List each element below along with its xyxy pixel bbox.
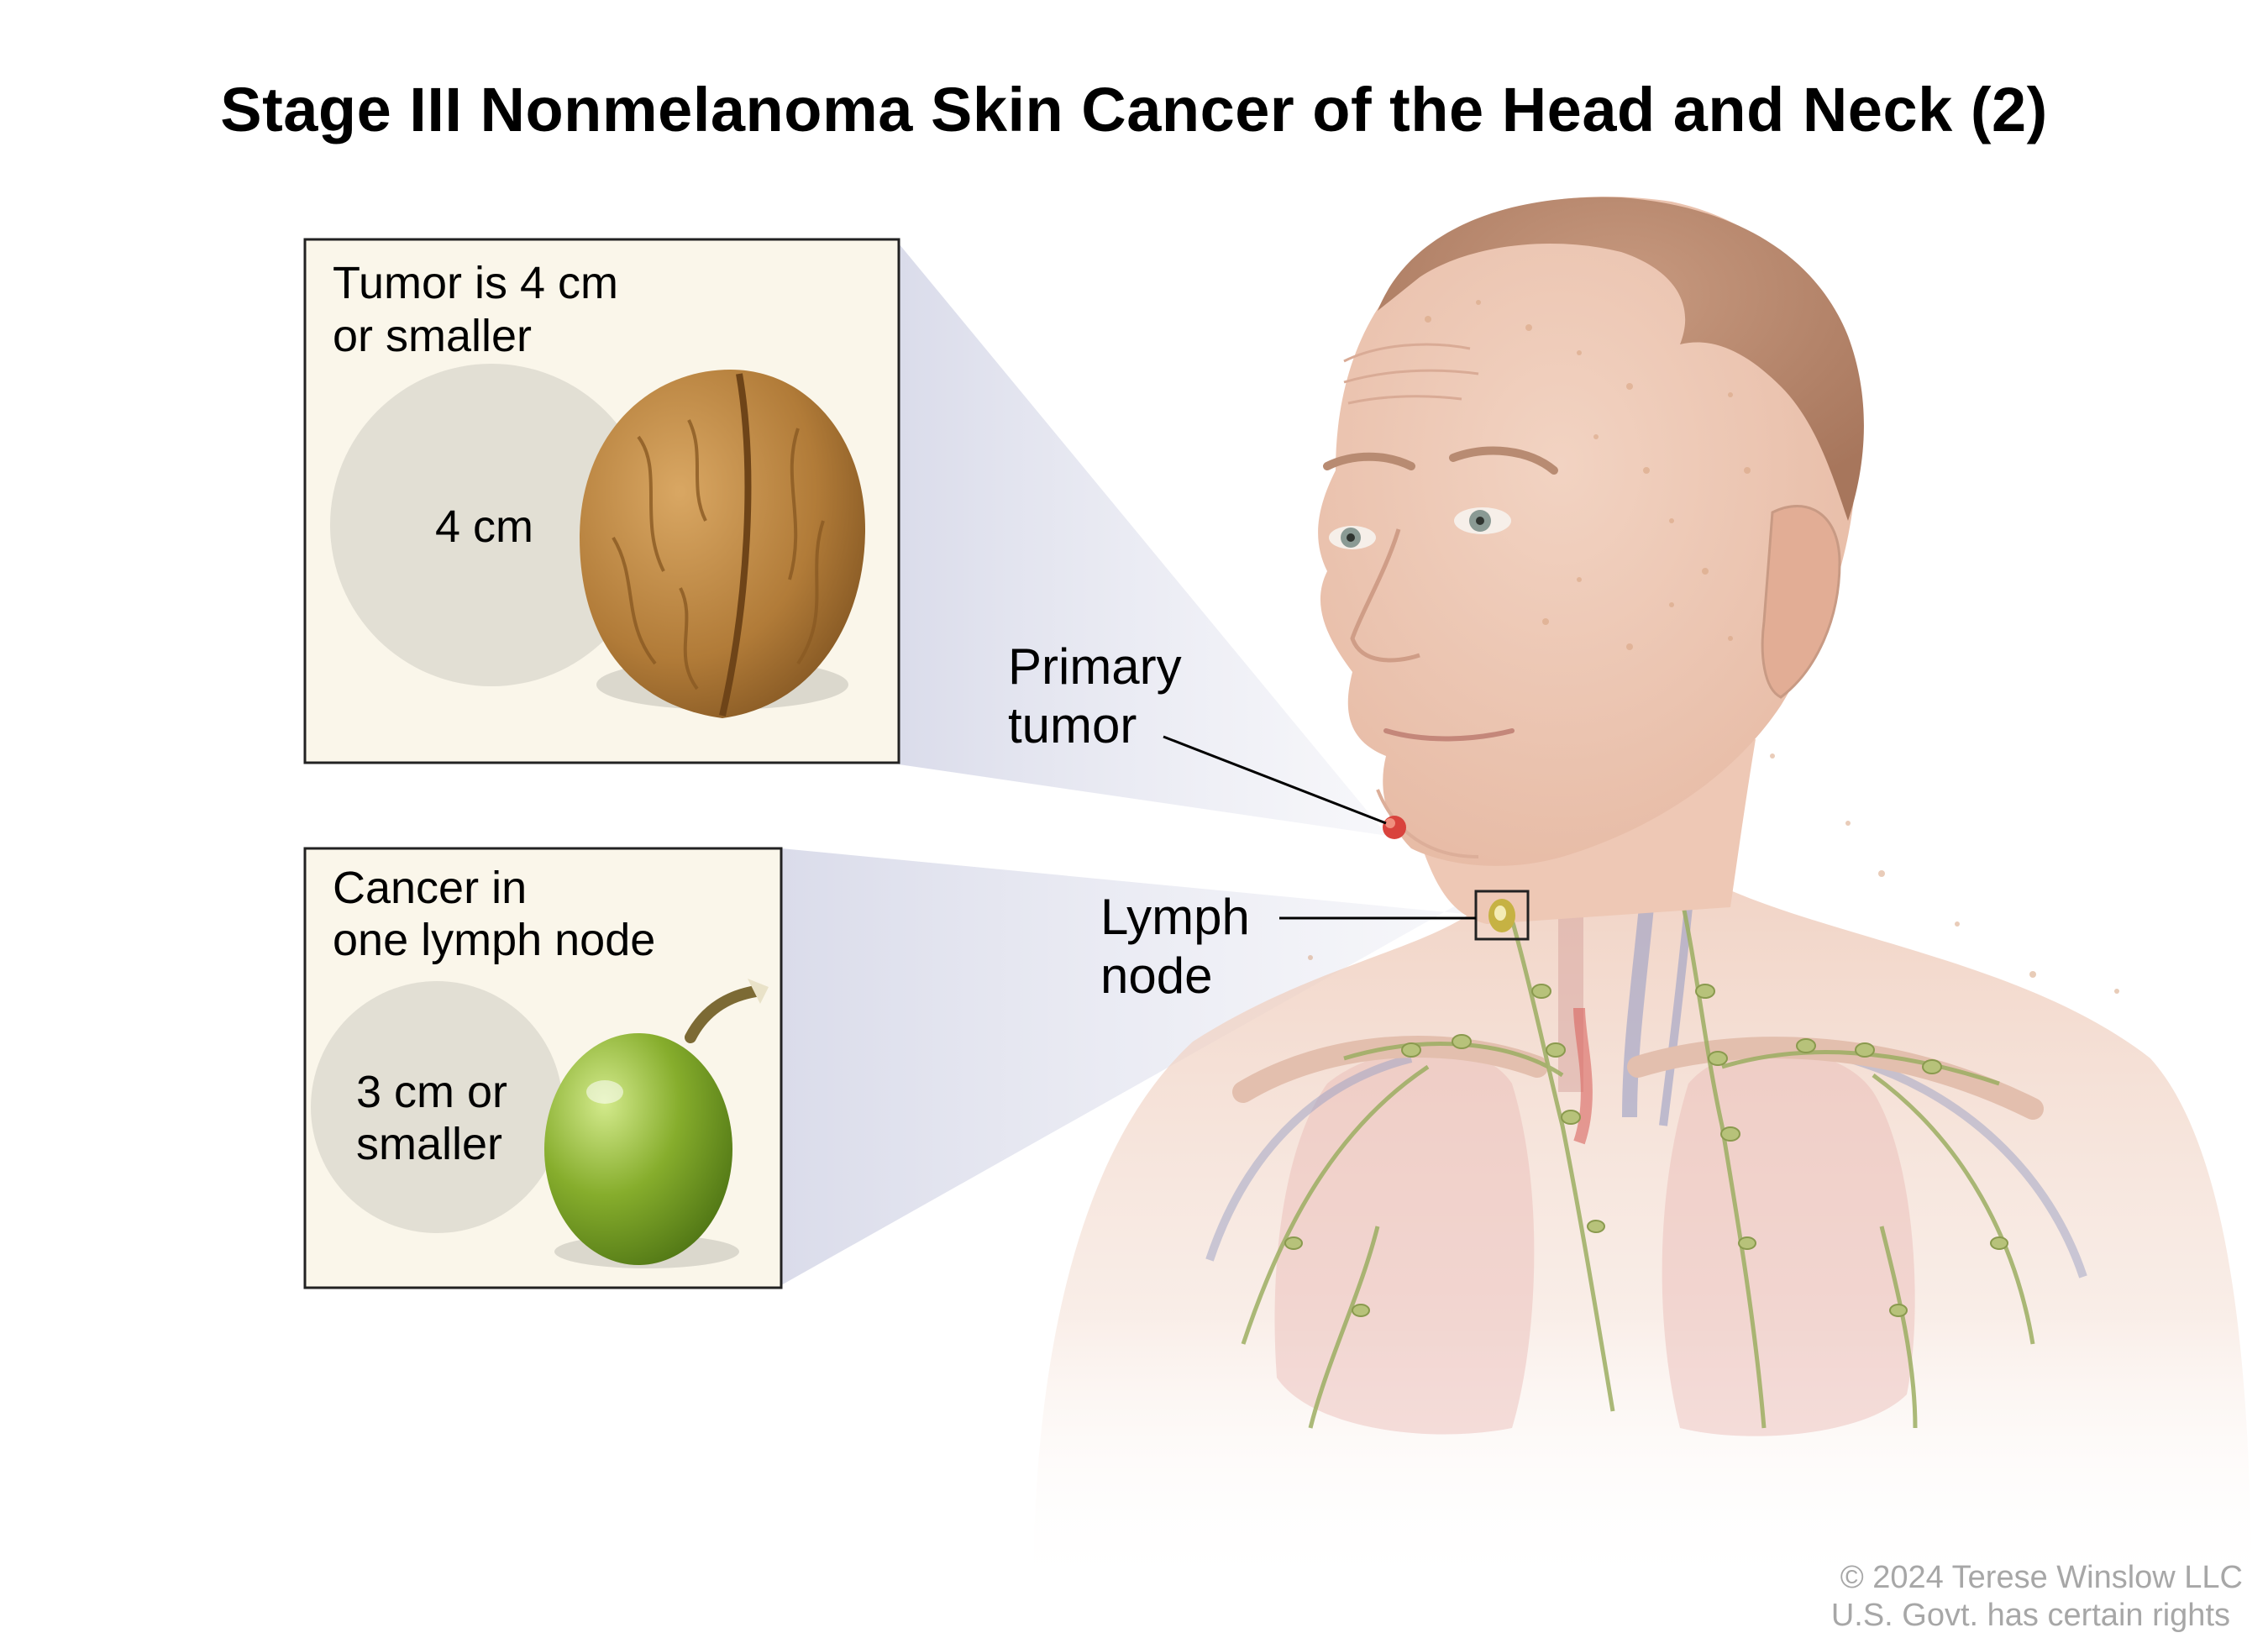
callout-lymph-line2: node bbox=[1100, 948, 1213, 1004]
callout-primary-line2: tumor bbox=[1008, 697, 1137, 753]
inset-lymph-heading-line2: one lymph node bbox=[333, 915, 656, 965]
callout-lymph-line1: Lymph bbox=[1100, 889, 1250, 945]
credit-line1: © 2024 Terese Winslow LLC bbox=[1840, 1560, 2243, 1595]
inset-tumor-heading-line1: Tumor is 4 cm bbox=[333, 258, 619, 308]
inset-lymph-heading-line1: Cancer in bbox=[333, 863, 528, 913]
callout-primary-line1: Primary bbox=[1008, 638, 1182, 695]
magnify-beam-tumor bbox=[899, 244, 1388, 836]
inset-lymph-size-line1: 3 cm or bbox=[356, 1067, 508, 1117]
page-title: Stage III Nonmelanoma Skin Cancer of the Head and Neck (2) bbox=[220, 75, 2048, 144]
inset-tumor-heading-line2: or smaller bbox=[333, 311, 533, 361]
inset-tumor-size-label: 4 cm bbox=[435, 501, 534, 552]
primary-tumor-mark bbox=[1383, 816, 1406, 839]
inset-lymph-size-line2: smaller bbox=[356, 1119, 503, 1169]
credit-line2: U.S. Govt. has certain rights bbox=[1830, 1598, 2230, 1633]
